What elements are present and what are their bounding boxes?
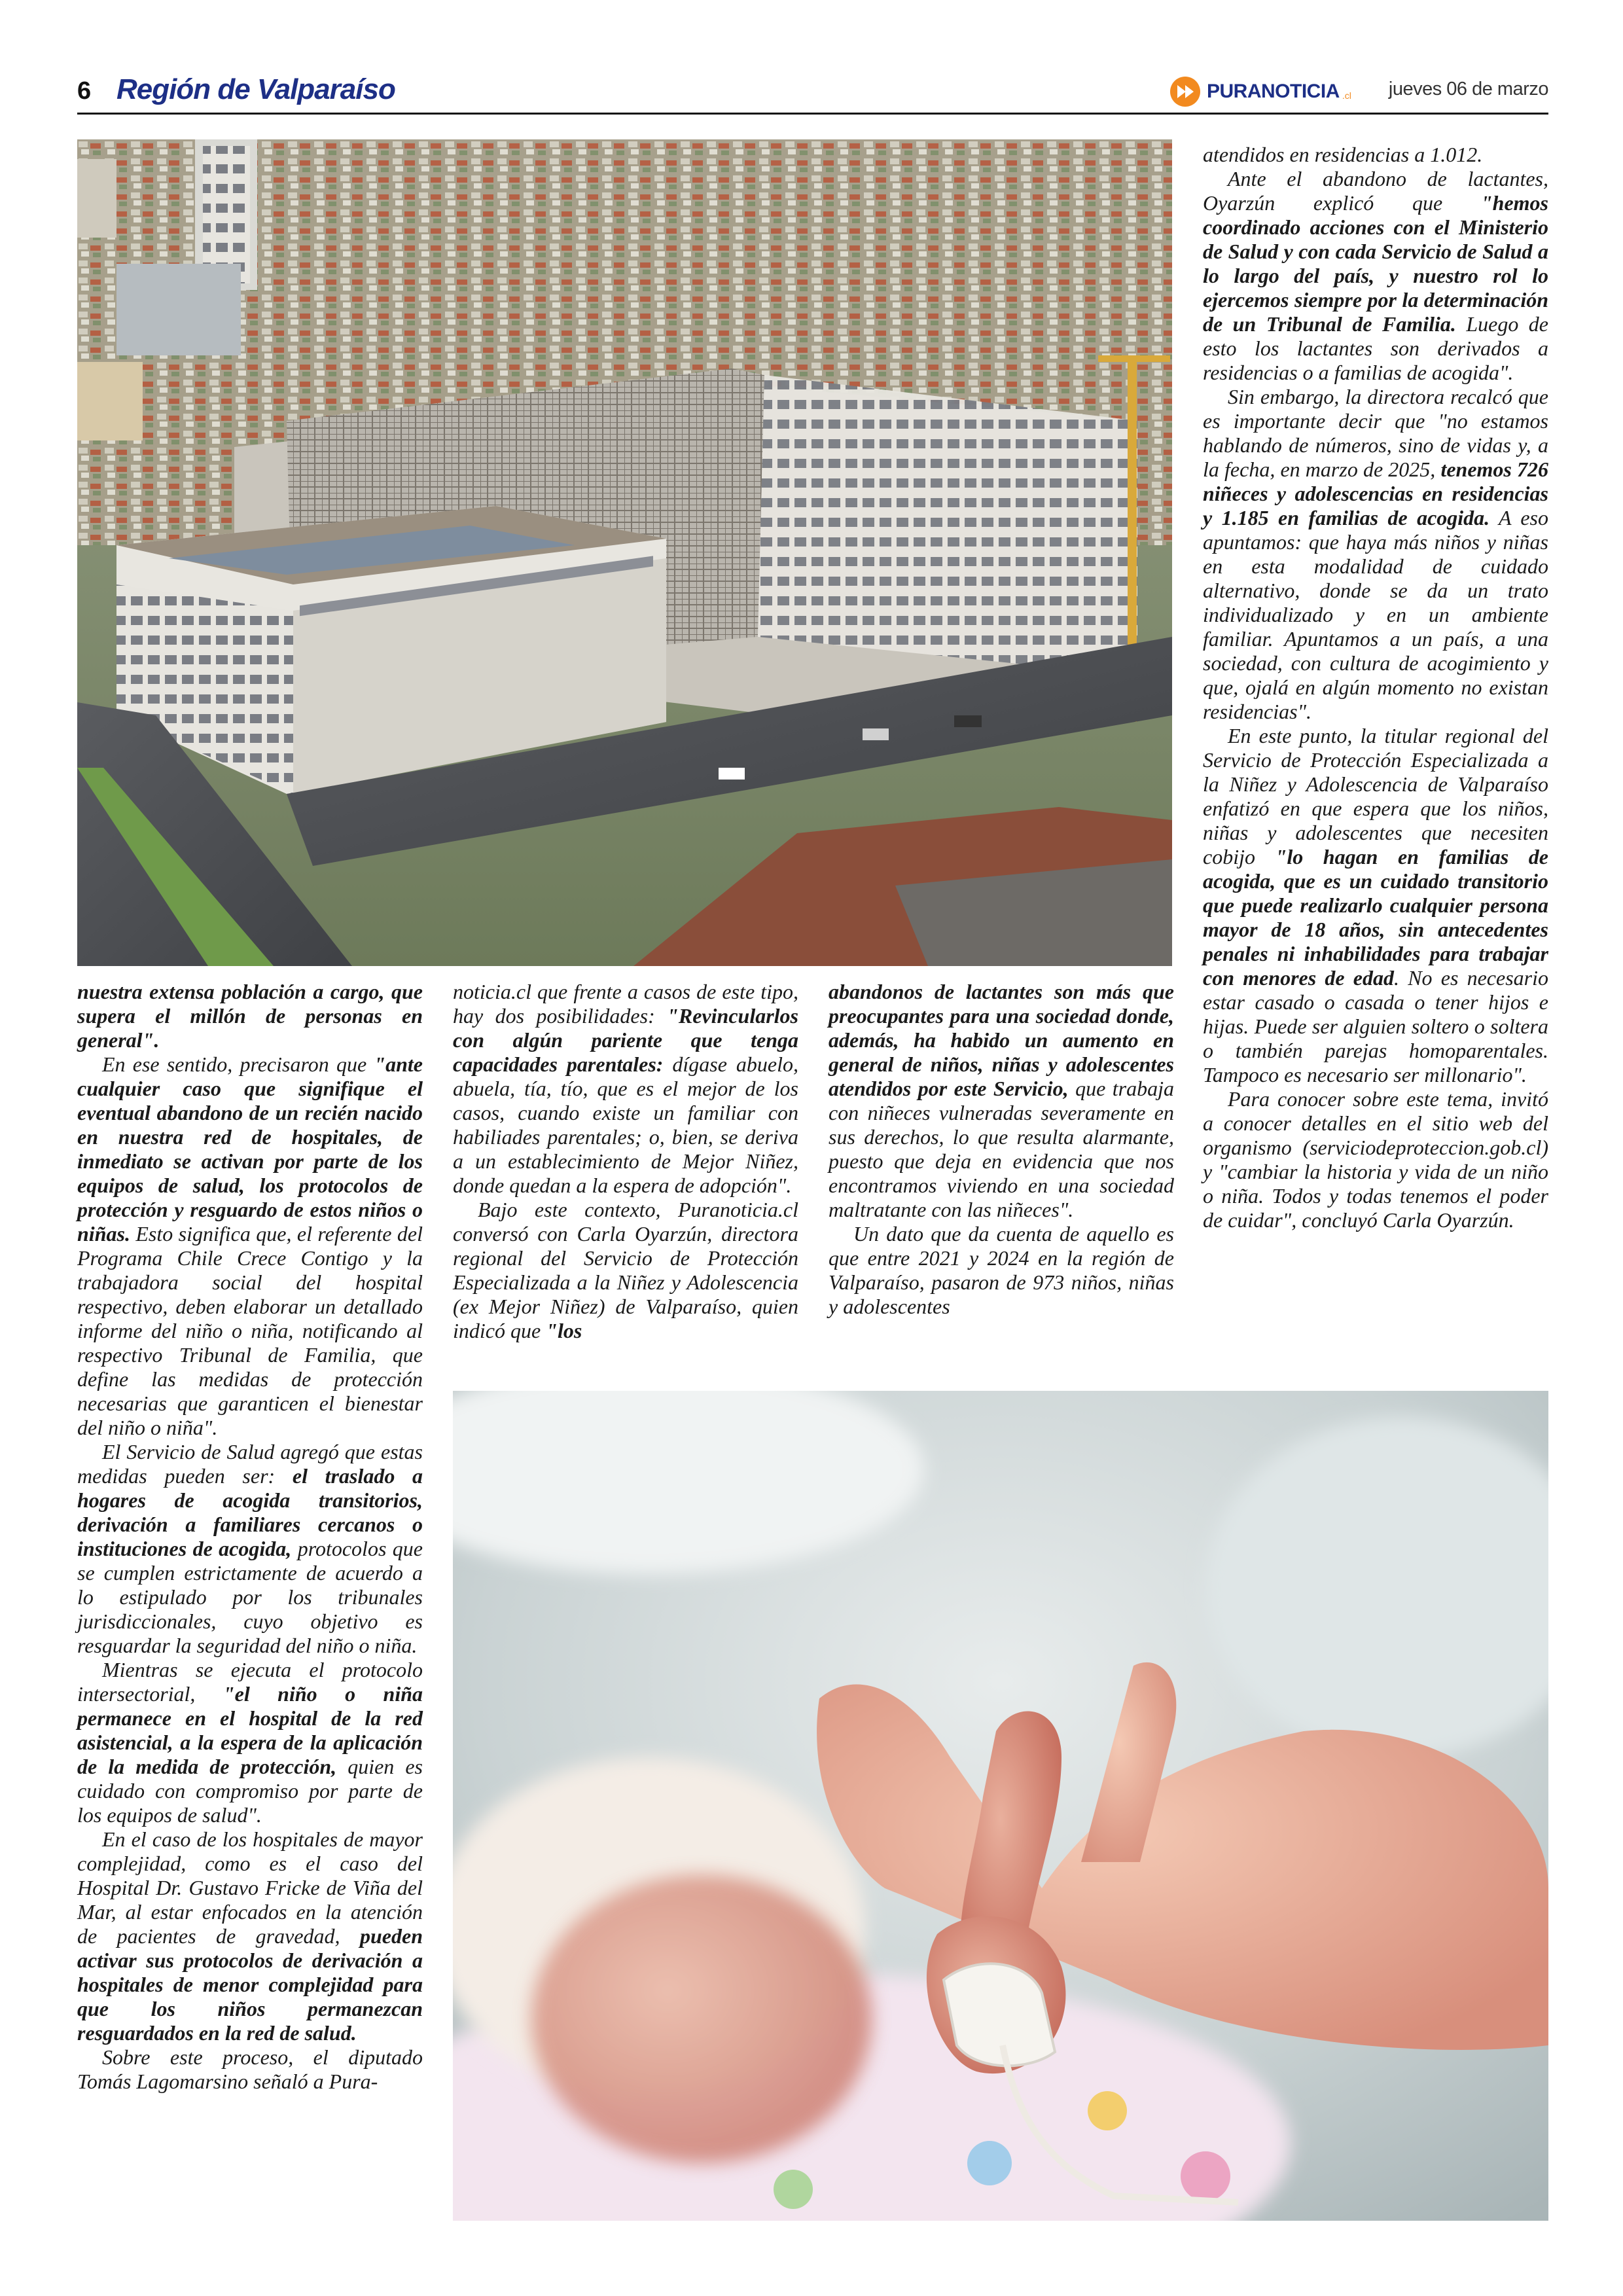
- article-paragraph: [453, 1198, 798, 1343]
- bold-quote-text: el traslado a hogares de acogida transitorios, derivación a familiares cercanos o instituciones de acogida,: [77, 1464, 423, 1560]
- bold-quote-text: nuestra extensa población a cargo, que supera el millón de personas en general".: [77, 980, 423, 1052]
- article-paragraph: [77, 2045, 423, 2094]
- body-text: En este punto, la titular regional del Servicio de Protección Especializada a la Niñez y Adolescencia de Valparaíso enfatizó en que espera que los niños, niñas y adolescentes que necesiten cobijo: [1203, 724, 1548, 869]
- body-text: En el caso de los hospitales de mayor complejidad, como es el caso del Hospital Dr. Gustavo Fricke de Viña del Mar, al estar enfocados en la atención de pacientes de gravedad,: [77, 1827, 423, 1948]
- page-number: 6: [77, 77, 92, 105]
- section-title: Región de Valparaíso: [116, 73, 395, 105]
- body-text: protocolos que se cumplen estrictamente de acuerdo a lo estipulado por los tribunales jurisdiccionales, cuyo objetivo es resguardar la seguridad del niño o niña.: [77, 1537, 423, 1657]
- play-arrows-icon: [1170, 77, 1200, 107]
- body-text: Un dato que da cuenta de aquello es que entre 2021 y 2024 en la región de Valparaíso, pasaron de 973 niños, niñas y adolescentes: [829, 1222, 1174, 1318]
- article-paragraph: [1203, 1087, 1548, 1232]
- body-text: En ese sentido, precisaron que: [102, 1052, 374, 1076]
- newborn-incubator-photo: [453, 1391, 1548, 2221]
- body-text: dígase abuelo, abuela, tía, tío, que es el mejor de los casos, cuando existe un familiar con habiliades parentales; o, bien, se deriva a un establecimiento de Mejor Niñez, donde quedan a la espera de adopción".: [453, 1052, 798, 1197]
- brand-name: PURANOTICIA: [1207, 81, 1340, 102]
- hospital-construction-photo: [77, 139, 1172, 966]
- body-text: Esto significa que, el referente del Programa Chile Crece Contigo y la trabajadora social del hospital respectivo, deben elaborar un detallado informe del niño o niña, notificando al respectivo Tribunal de Familia, que define las medidas de protección necesarias que garanticen el bienestar del niño o niña".: [77, 1222, 423, 1439]
- article-paragraph: [77, 1052, 423, 1440]
- article-column-1: [77, 980, 423, 2094]
- bold-quote-text: "los: [546, 1319, 582, 1342]
- article-paragraph: [829, 980, 1174, 1222]
- article-paragraph: [77, 1827, 423, 2045]
- bold-quote-text: "hemos coordinado acciones con el Ministerio de Salud y con cada Servicio de Salud a lo largo del país, y nuestro rol lo ejercemos siempre por la determinación de un Tribunal de Familia.: [1203, 191, 1548, 336]
- bold-quote-text: "ante cualquier caso que signifique el eventual abandono de un recién nacido en nuestra red de hospitales, de inmediato se activan por parte de los equipos de salud, los protocolos de protección y resguardo de estos niños o niñas.: [77, 1052, 423, 1246]
- body-text: Bajo este contexto, Puranoticia.cl conversó con Carla Oyarzún, directora regional del Servicio de Protección Especializada a la Niñez y Adolescencia (ex Mejor Niñez) de Valparaíso, quien indicó que: [453, 1198, 798, 1342]
- article-paragraph: [829, 1222, 1174, 1319]
- article-paragraph: [77, 980, 423, 1052]
- bold-quote-text: pueden activar sus protocolos de derivación a hospitales de menor complejidad para que los niños permanezcan resguardados en la red de salud.: [77, 1924, 423, 2045]
- body-text: Para conocer sobre este tema, invitó a conocer detalles en el sitio web del organismo (serviciodeproteccion.gob.cl) y "cambiar la historia y vida de un niño o niña. Todos y todas tenemos el poder de cuidar", concluyó Carla Oyarzún.: [1203, 1087, 1548, 1232]
- body-text: . No es necesario estar casado o casada o tener hijos e hijas. Puede ser alguien soltero o soltera o también parejas homoparentales. Tampoco es necesario ser millonario".: [1203, 966, 1549, 1086]
- article-paragraph: [77, 1658, 423, 1827]
- bold-quote-text: "el niño o niña permanece en el hospital de la red asistencial, a la espera de la aplicación de la medida de protección,: [77, 1682, 423, 1778]
- body-text: Mientras se ejecuta el protocolo intersectorial,: [77, 1658, 423, 1706]
- body-text: noticia.cl que frente a casos de este tipo, hay dos posibilidades:: [453, 980, 798, 1028]
- body-text: El Servicio de Salud agregó que estas medidas pueden ser:: [77, 1440, 423, 1488]
- brand-logo: [1170, 75, 1351, 109]
- body-text: Sin embargo, la directora recalcó que es importante decir que "no estamos hablando de números, sino de vidas y, a la fecha, en marzo de 2025,: [1203, 385, 1548, 481]
- brand-suffix: .cl: [1342, 90, 1351, 101]
- article-column-4: [1203, 143, 1548, 1232]
- body-text: que trabaja con niñeces vulneradas severamente en sus derechos, lo que resulta alarmante, puesto que deja en evidencia que nos encontramos viviendo en una sociedad maltratante con las niñeces".: [829, 1077, 1175, 1221]
- bold-quote-text: "Revincularlos con algún pariente que tenga capacidades parentales:: [453, 1004, 798, 1076]
- bold-quote-text: tenemos 726 niñeces y adolescencias en residencias y 1.185 en familias de acogida.: [1203, 457, 1549, 529]
- bold-quote-text: "lo hagan en familias de acogida, que es un cuidado transitorio que puede realizarlo cualquier persona mayor de 18 años, sin antecedentes penales ni inhabilidades para trabajar con menores de edad: [1203, 845, 1548, 990]
- article-paragraph: [1203, 143, 1548, 167]
- article-paragraph: [1203, 167, 1548, 385]
- article-paragraph: [77, 1440, 423, 1658]
- article-paragraph: [1203, 724, 1548, 1087]
- body-text: Luego de esto los lactantes son derivados a residencias o a familias de acogida".: [1203, 312, 1549, 384]
- article-paragraph: [453, 980, 798, 1198]
- body-text: Sobre este proceso, el diputado Tomás Lagomarsino señaló a Pura-: [77, 2045, 423, 2093]
- body-text: A eso apuntamos: que haya más niños y niñas en esta modalidad de cuidado alternativo, donde se da un trato individualizado y en un ambiente familiar. Apuntamos a un país, a una sociedad, con cultura de acogimiento y que, ojalá en algún momento no existan residencias".: [1203, 506, 1549, 723]
- body-text: Ante el abandono de lactantes, Oyarzún explicó que: [1203, 167, 1548, 215]
- article-paragraph: [1203, 385, 1548, 724]
- bold-quote-text: abandonos de lactantes son más que preocupantes para una sociedad donde, además, ha habido un aumento en general de niños, niñas y adolescentes atendidos por este Servicio,: [829, 980, 1174, 1100]
- body-text: quien es cuidado con compromiso por parte de los equipos de salud".: [77, 1755, 423, 1827]
- article-column-2: [453, 980, 798, 1343]
- article-column-3: [829, 980, 1174, 1319]
- issue-date: jueves 06 de marzo: [1388, 79, 1548, 99]
- header-divider: [77, 113, 1548, 115]
- body-text: atendidos en residencias a 1.012.: [1203, 143, 1483, 166]
